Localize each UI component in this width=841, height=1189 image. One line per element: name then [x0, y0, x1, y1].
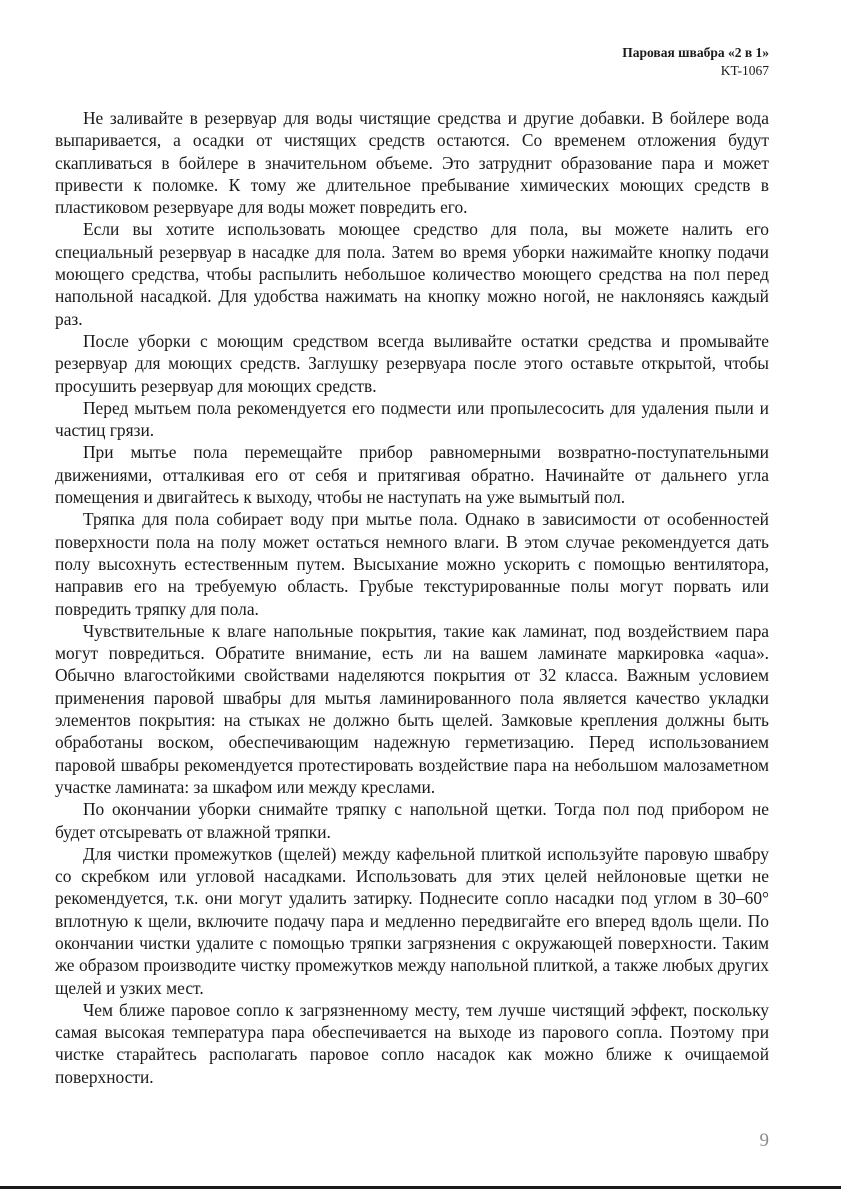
paragraph: После уборки с моющим средством всегда выливайте остатки средства и промывайте резервуар для моющих средств. Заглушку резервуара после этого оставьте открытой, чтобы просушить резервуар для моющих средств.: [55, 330, 769, 396]
paragraph: Тряпка для пола собирает воду при мытье пола. Однако в зависимости от особенностей поверхности пола на полу может остаться немного влаги. В этом случае рекомендуется дать полу высохнуть естественным путем. Высыхание можно ускорить с помощью вентилятора, направив его на требуемую область. Грубые текстурированные полы могут порвать или повредить тряпку для пола.: [55, 509, 769, 619]
paragraph: Не заливайте в резервуар для воды чистящие средства и другие добавки. В бойлере вода выпаривается, а осадки от чистящих средств остаются. Со временем отложения будут скапливаться в бойлере в значительном объеме. Это затруднит образование пара и может привести к поломке. К тому же длительное пребывание химических моющих средств в пластиковом резервуаре для воды может повредить его.: [55, 108, 769, 218]
paragraph: Для чистки промежутков (щелей) между кафельной плиткой используйте паровую швабру со скребком или угловой насадками. Использовать для этих целей нейлоновые щетки не рекомендуется, т.к. они могут удалить затирку. Поднесите сопло насадки под углом в 30–60° вплотную к щели, включите подачу пара и медленно передвигайте его вперед вдоль щели. По окончании чистки удалите с помощью тряпки загрязнения с окружающей поверхности. Таким же образом производите чистку промежутков между напольной плиткой, а также любых других щелей и узких мест.: [55, 843, 769, 998]
paragraph: Чувствительные к влаге напольные покрытия, такие как ламинат, под воздействием пара могут повредиться. Обратите внимание, есть ли на вашем ламинате маркировка «aqua». Обычно влагостойкими свойствами наделяются покрытия от 32 класса. Важным условием применения паровой швабры для мытья ламинированного пола является качество укладки элементов покрытия: на стыках не должно быть щелей. Замковые крепления должны быть обработаны воском, обеспечивающим надежную герметизацию. Перед использованием паровой швабры рекомендуется протестировать воздействие пара на небольшом малозаметном участке ламината: за шкафом или между креслами.: [55, 620, 769, 797]
paragraph: Чем ближе паровое сопло к загрязненному месту, тем лучше чистящий эффект, поскольку самая высокая температура пара обеспечивается на выходе из парового сопла. Поэтому при чистке старайтесь располагать паровое сопло насадок как можно ближе к очищаемой поверхности.: [55, 999, 769, 1087]
model-number: KT-1067: [720, 63, 769, 78]
paragraph: Перед мытьем пола рекомендуется его подмести или пропылесосить для удаления пыли и частиц грязи.: [55, 397, 769, 441]
page-header: [622, 44, 769, 80]
body-text: [55, 107, 769, 1088]
paragraph: При мытье пола перемещайте прибор равномерными возвратно-поступательными движениями, отталкивая его от себя и притягивая обратно. Начинайте от дальнего угла помещения и двигайтесь к выходу, чтобы не наступать на уже вымытый пол.: [55, 442, 769, 508]
paragraph: Если вы хотите использовать моющее средство для пола, вы можете налить его специальный резервуар в насадке для пола. Затем во время уборки нажимайте кнопку подачи моющего средства, чтобы распылить небольшое количество моющего средства на пол перед напольной насадкой. Для удобства нажимать на кнопку можно ногой, не наклоняясь каждый раз.: [55, 219, 769, 329]
document-title: Паровая швабра «2 в 1»: [622, 45, 769, 60]
paragraph: По окончании уборки снимайте тряпку с напольной щетки. Тогда пол под прибором не будет отсыревать от влажной тряпки.: [55, 799, 769, 842]
page-number: 9: [759, 1130, 769, 1151]
